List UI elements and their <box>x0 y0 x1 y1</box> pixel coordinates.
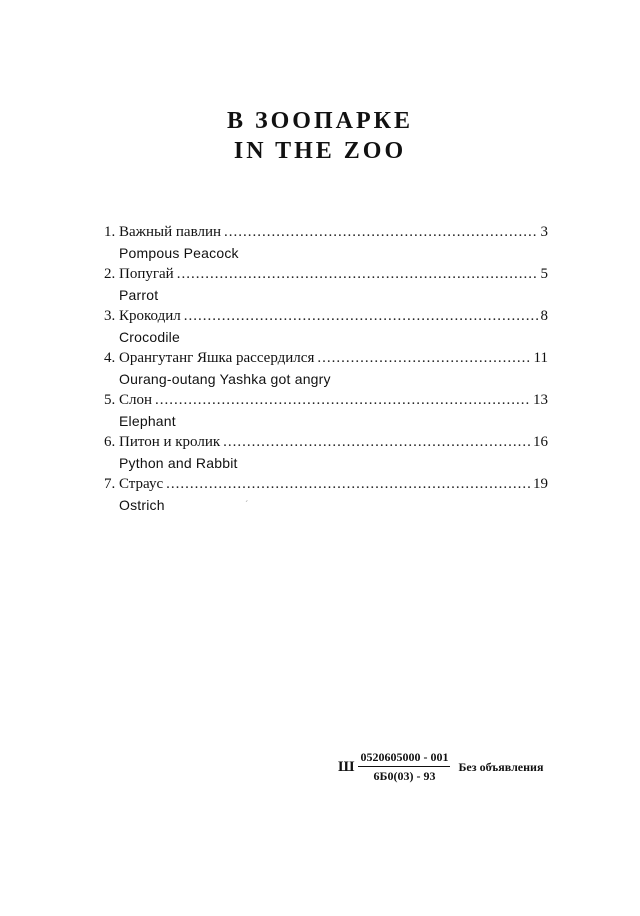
imprint-code-numerator: 0520605000 - 001 <box>358 750 450 767</box>
toc-entry-subtitle: Ostrich <box>119 497 165 513</box>
toc-entry-title: 1. Важный павлин <box>104 224 222 240</box>
toc-entry-title: 6. Питон и кролик <box>104 434 221 450</box>
toc-entry[interactable] <box>104 222 548 264</box>
toc-leader-dots <box>317 348 530 369</box>
imprint-note: Без объявления <box>458 759 544 774</box>
toc-leader-dots <box>155 390 530 411</box>
table-of-contents <box>104 222 548 516</box>
toc-entry-page: 3 <box>540 224 548 240</box>
toc-entry[interactable] <box>104 390 548 432</box>
toc-leader-dots <box>166 474 530 495</box>
toc-leader-dots <box>184 306 538 327</box>
toc-entry[interactable] <box>104 306 548 348</box>
toc-leader-dots <box>223 432 530 453</box>
toc-entry-title: 3. Крокодил <box>104 308 181 324</box>
title-english: IN THE ZOO <box>233 138 407 164</box>
toc-entry-page: 19 <box>533 476 548 492</box>
toc-entry[interactable] <box>104 348 548 390</box>
toc-entry-page: 5 <box>540 266 548 282</box>
toc-entry-subtitle: Parrot <box>119 287 159 303</box>
toc-leader-dots <box>177 264 538 285</box>
toc-entry[interactable] <box>104 474 548 516</box>
print-speck: ´ <box>245 500 249 511</box>
toc-entry[interactable] <box>104 432 548 474</box>
toc-entry-title: 4. Орангутанг Яшка рассердился <box>104 350 315 366</box>
toc-entry-subtitle: Ourang-outang Yashka got angry <box>119 371 331 387</box>
toc-entry-title: 7. Страус <box>104 476 164 492</box>
toc-entry-title: 2. Попугай <box>104 266 174 282</box>
toc-entry-title: 5. Слон <box>104 392 153 408</box>
toc-entry-subtitle: Python and Rabbit <box>119 455 238 471</box>
page-title <box>0 106 640 166</box>
imprint-code-denominator: 6Б0(03) - 93 <box>373 769 436 783</box>
toc-entry-page: 13 <box>533 392 548 408</box>
imprint-code <box>358 750 450 784</box>
toc-leader-dots <box>224 222 537 243</box>
toc-entry-subtitle: Elephant <box>119 413 176 429</box>
title-russian: В ЗООПАРКЕ <box>226 108 414 134</box>
toc-entry-page: 16 <box>533 434 548 450</box>
publishing-imprint <box>338 750 543 784</box>
toc-entry-page: 11 <box>533 350 548 366</box>
toc-entry[interactable] <box>104 264 548 306</box>
toc-entry-subtitle: Crocodile <box>119 329 180 345</box>
toc-entry-subtitle: Pompous Peacock <box>119 245 239 261</box>
toc-entry-page: 8 <box>540 308 548 324</box>
imprint-prefix: Ш <box>338 758 355 775</box>
